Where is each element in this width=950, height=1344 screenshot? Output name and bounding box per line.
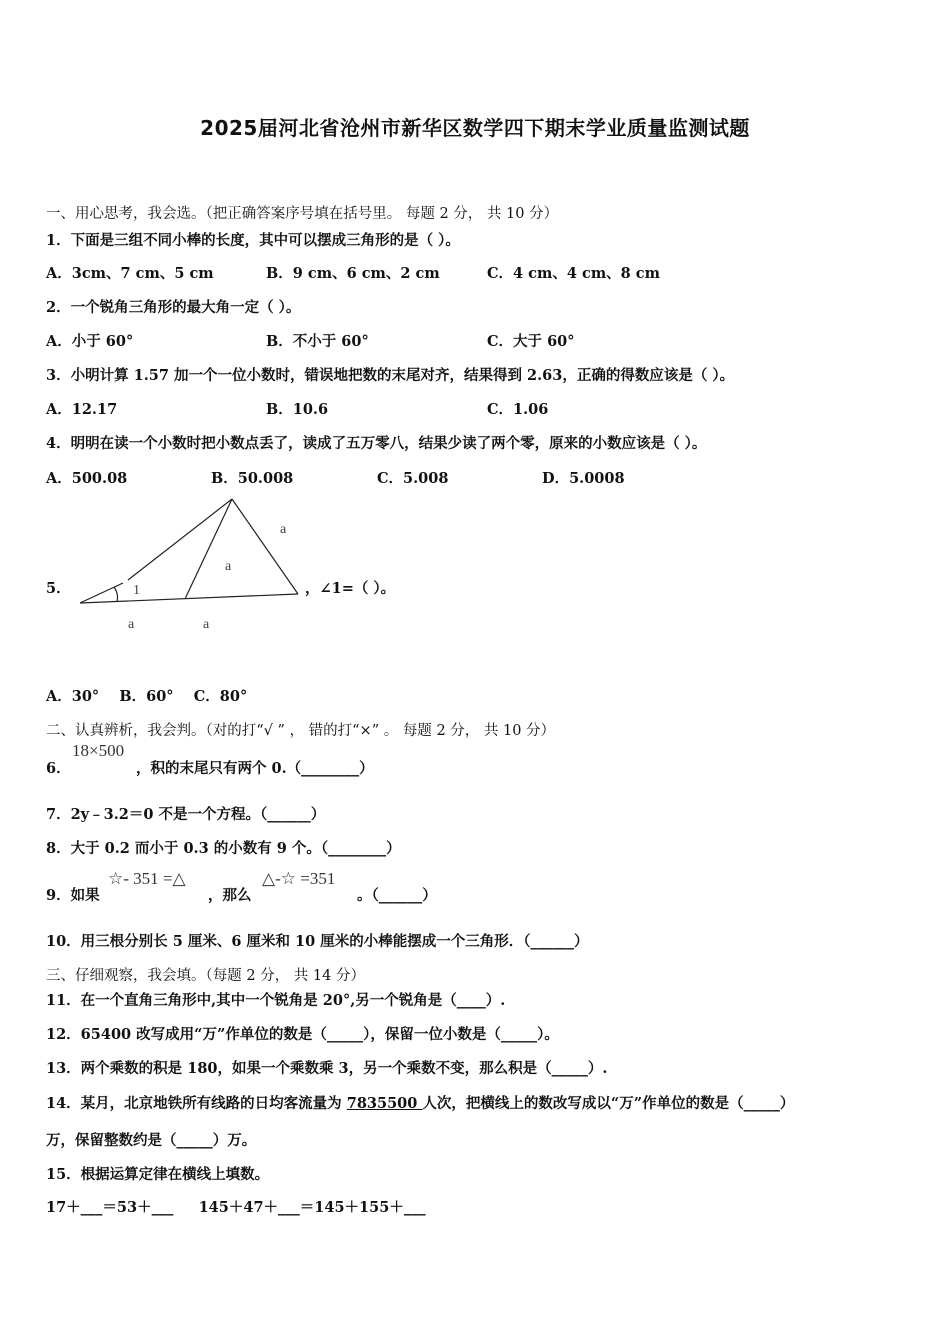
label-angle-1: 1: [133, 583, 140, 598]
question-1: 1．下面是三组不同小棒的长度，其中可以摆成三角形的是（ ）。: [46, 232, 460, 249]
triangle-figure: [70, 490, 320, 640]
q6-number: 6．: [46, 760, 71, 777]
section-3-heading: 三、仔细观察，我会填。（每题 2 分， 共 14 分）: [46, 968, 365, 984]
q14-text-post: 人次，把横线上的数改写成以“万”作单位的数是（_____）: [422, 1095, 795, 1112]
q9-suffix: 。（______）: [357, 887, 437, 904]
q5-options: A．30° B．60° C．80°: [46, 688, 248, 705]
question-14: [46, 1092, 794, 1113]
q1-option-a: A．3cm、7 cm、5 cm: [46, 265, 214, 282]
q4-option-a: A．500.08: [46, 470, 128, 487]
q2-option-c: C．大于 60°: [487, 333, 575, 350]
q3-option-a: A．12.17: [46, 401, 118, 418]
q3-option-b: B．10.6: [266, 401, 329, 418]
q4-option-d: D．5.0008: [542, 470, 625, 487]
triangle-inner-segment: [185, 499, 232, 599]
q5-question-text: ，∠1=（ ）。: [305, 580, 396, 597]
triangle-left-upper-edge: [128, 499, 232, 580]
q1-option-b: B．9 cm、6 cm、2 cm: [266, 265, 440, 282]
label-a-middle: a: [225, 559, 232, 574]
question-11: 11．在一个直角三角形中,其中一个锐角是 20°,另一个锐角是（____）.: [46, 992, 506, 1009]
q9-middle: ，那么: [208, 887, 252, 904]
q4-option-b: B．50.008: [211, 470, 294, 487]
q14-text-pre: 14．某月，北京地铁所有线路的日均客流量为: [46, 1095, 347, 1112]
label-a-bottom-right: a: [203, 617, 210, 632]
question-14-line-2: 万，保留整数约是（_____）万。: [46, 1132, 257, 1149]
triangle-base: [80, 594, 298, 603]
page-title: 2025届河北省沧州市新华区数学四下期末学业质量监测试题: [200, 116, 750, 140]
q9-expression-2: △-☆ =351: [262, 869, 336, 888]
q5-number: 5．: [46, 580, 71, 597]
q4-option-c: C．5.008: [377, 470, 449, 487]
question-15: 15．根据运算定律在横线上填数。: [46, 1166, 270, 1183]
question-13: 13．两个乘数的积是 180，如果一个乘数乘 3，另一个乘数不变，那么积是（_____）.: [46, 1060, 608, 1077]
q2-option-b: B．不小于 60°: [266, 333, 369, 350]
angle-1-arc: [114, 587, 118, 602]
q1-option-c: C．4 cm、4 cm、8 cm: [487, 265, 660, 282]
section-2-heading: 二、认真辨析，我会判。（对的打“√ ” ， 错的打“×” 。 每题 2 分， 共 10 分）: [46, 723, 556, 739]
question-4: 4．明明在读一个小数时把小数点丢了，读成了五万零八，结果少读了两个零，原来的小数应该是（ ）。: [46, 435, 707, 452]
q9-expression-1: ☆- 351 =△: [108, 869, 186, 888]
triangle-right-edge: [232, 499, 298, 594]
section-1-heading: 一、用心思考，我会选。（把正确答案序号填在括号里。 每题 2 分， 共 10 分）: [46, 206, 559, 222]
question-2: 2．一个锐角三角形的最大角一定（ ）。: [46, 299, 301, 316]
question-8: 8．大于 0.2 而小于 0.3 的小数有 9 个。（________）: [46, 840, 401, 857]
question-7: 7．2y﹣3.2＝0 不是一个方程。（______）: [46, 806, 326, 823]
q6-expression: 18×500: [72, 741, 125, 760]
question-10: 10．用三根分别长 5 厘米、6 厘米和 10 厘米的小棒能摆成一个三角形．（______）: [46, 933, 589, 950]
q3-option-c: C．1.06: [487, 401, 549, 418]
label-a-bottom-left: a: [128, 617, 135, 632]
question-15-blanks: 17＋___＝53＋___ 145＋47＋___＝145＋155＋___: [46, 1199, 426, 1216]
q14-underlined-number: 7835500: [346, 1095, 423, 1112]
q9-prefix: 9．如果: [46, 887, 100, 904]
question-12: 12．65400 改写成用“万”作单位的数是（_____），保留一位小数是（_____）。: [46, 1026, 559, 1043]
label-a-right: a: [280, 522, 287, 537]
q2-option-a: A．小于 60°: [46, 333, 134, 350]
question-3: 3．小明计算 1.57 加一个一位小数时，错误地把数的末尾对齐，结果得到 2.63，正确的得数应该是（ ）。: [46, 367, 735, 384]
q6-text: ，积的末尾只有两个 0.（________）: [136, 760, 374, 777]
